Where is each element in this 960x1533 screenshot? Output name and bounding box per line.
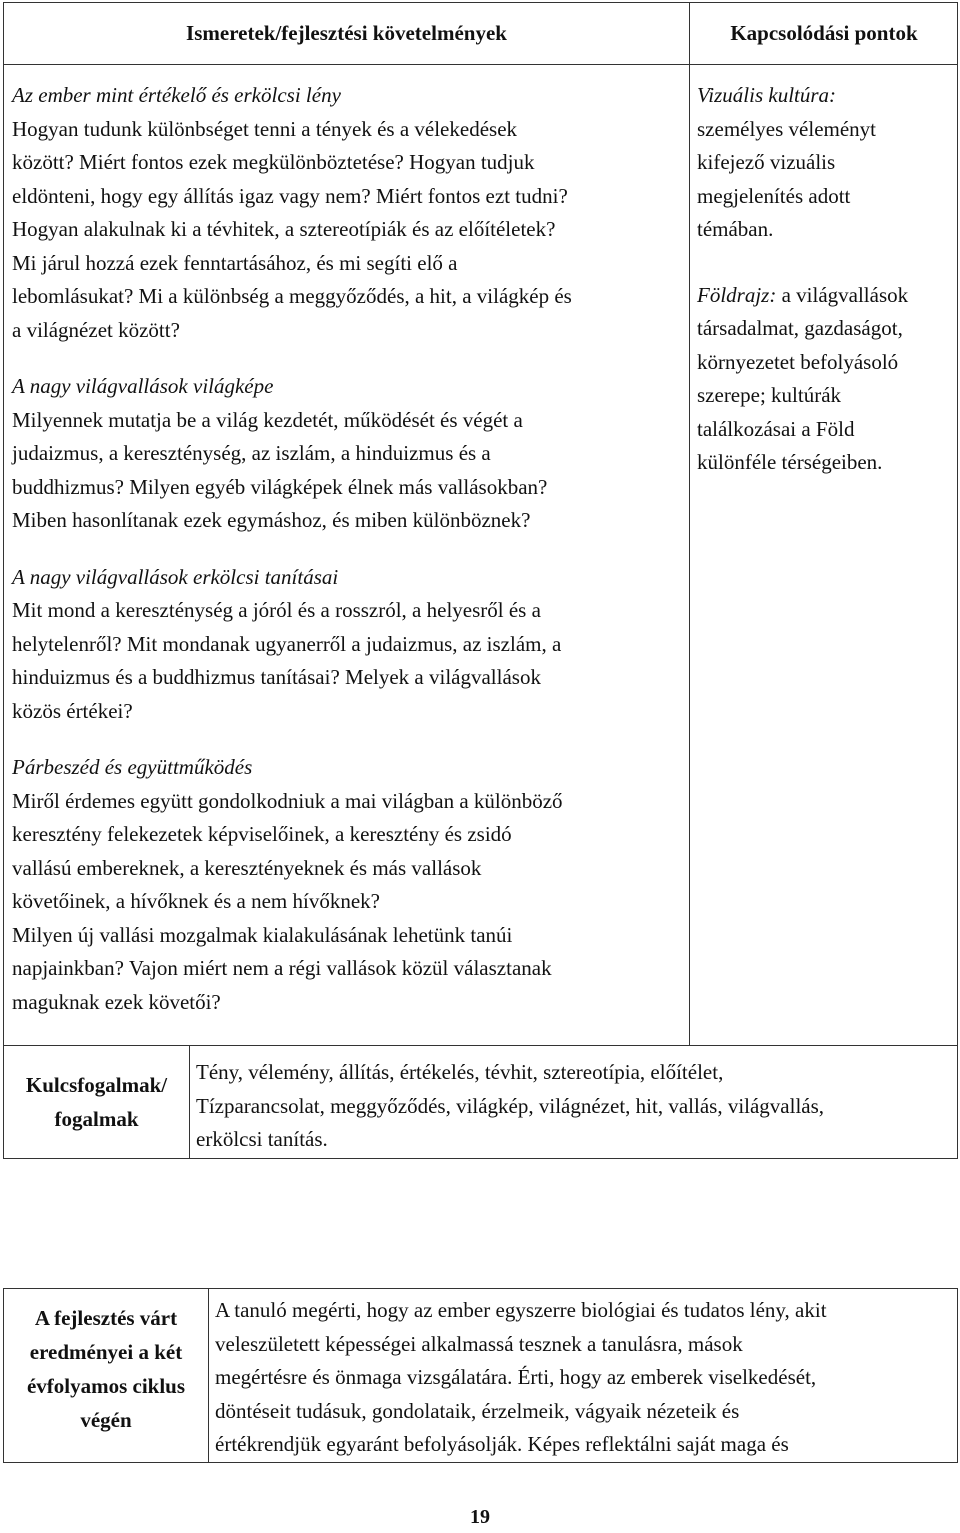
key-concepts-label (4, 1068, 189, 1136)
subject-name: Vizuális kultúra: (697, 83, 837, 107)
text-line: Hogyan alakulnak ki a tévhitek, a sztereotípiák és az előítéletek? (12, 217, 556, 241)
text-line: lebomlásukat? Mi a különbség a meggyőződés, a hit, a világkép és (12, 284, 572, 308)
header-connections: Kapcsolódási pontok (730, 21, 918, 45)
block-ember (12, 79, 684, 347)
text-line: a világnézet között? (12, 317, 180, 342)
block-title: A nagy világvallások világképe (12, 374, 274, 398)
text-line: Miről érdemes együtt gondolkodniuk a mai világban a különböző (12, 788, 563, 813)
text-line: döntéseit tudásuk, gondolataik, érzelmeik, vágyaik nézeteik és (215, 1398, 740, 1423)
connection-vizualis-kultura (697, 79, 957, 247)
block-title: Az ember mint értékelő és erkölcsi lény (12, 83, 341, 107)
text-line: A tanuló megérti, hogy az ember egyszerre biológiai és tudatos lény, akit (215, 1298, 827, 1322)
text-line: társadalmat, gazdaságot, (697, 316, 903, 340)
text-line: helytelenről? Mit mondanak ugyanerről a judaizmus, az iszlám, a (12, 631, 562, 656)
block-title: A nagy világvallások erkölcsi tanításai (12, 564, 339, 589)
text-line: értékrendjük egyaránt befolyásolják. Képes reflektálni saját maga és (215, 1432, 789, 1456)
column-divider (689, 3, 690, 1045)
text-line: eldönteni, hogy egy állítás igaz vagy nem? Miért fontos ezt tudni? (12, 183, 568, 208)
text-line: kifejező vizuális (697, 150, 836, 174)
text-line: napjainkban? Vajon miért nem a régi vallások közül választanak (12, 956, 552, 980)
text-line: veleszületett képességei alkalmassá tesznek a tanulásra, mások (215, 1331, 743, 1356)
label-line: eredményei a két (29, 1340, 183, 1364)
text-line: keresztény felekezetek képviselőinek, a keresztény és zsidó (12, 822, 512, 846)
block-erkolcsi-tanitasok (12, 561, 684, 729)
key-concepts-table (3, 1046, 958, 1159)
label-line: fogalmak (54, 1107, 139, 1131)
text-line: követőinek, a hívőknek és a nem hívőknek? (12, 889, 380, 913)
text-line: személyes véleményt (697, 116, 877, 141)
expected-results-text (215, 1294, 955, 1462)
block-title: Párbeszéd és együttműködés (12, 755, 253, 779)
text-line: Mit mond a kereszténység a jóról és a rosszról, a helyesről és a (12, 598, 541, 622)
label-line: évfolyamos ciklus (26, 1374, 186, 1398)
header-requirements: Ismeretek/fejlesztési követelmények (186, 21, 507, 45)
requirements-column (12, 79, 684, 1042)
connections-column (697, 79, 957, 512)
text-line: közös értékei? (12, 698, 133, 723)
label-line: végén (80, 1408, 132, 1432)
text-line: Milyen új vallási mozgalmak kialakulásának lehetünk tanúi (12, 922, 513, 947)
text-line: hinduizmus és a buddhizmus tanításai? Melyek a világvallások (12, 665, 541, 689)
block-vilagkep (12, 370, 684, 538)
expected-results-table (3, 1288, 958, 1463)
text-line: judaizmus, a kereszténység, az iszlám, a hinduizmus és a (12, 441, 491, 465)
text-line: Tízparancsolat, meggyőződés, világkép, világnézet, hit, vallás, világvallás, (196, 1093, 825, 1118)
column-divider (208, 1289, 209, 1462)
curriculum-table (3, 2, 958, 1046)
expected-results-label (4, 1301, 208, 1437)
text-line: Mi járul hozzá ezek fenntartásához, és mi segíti elő a (12, 250, 458, 275)
text-line: Tény, vélemény, állítás, értékelés, tévhit, sztereotípia, előítélet, (196, 1060, 724, 1084)
header-divider (4, 64, 957, 65)
column-divider (189, 1046, 190, 1158)
text-line: témában. (697, 217, 774, 241)
text-line: buddhizmus? Milyen egyéb világképek élnek más vallásokban? (12, 474, 548, 499)
label-line: Kulcsfogalmak/ (25, 1073, 168, 1097)
text-line: Miben hasonlítanak ezek egymáshoz, és miben különböznek? (12, 508, 531, 532)
text-line: között? Miért fontos ezek megkülönböztetése? Hogyan tudjuk (12, 150, 535, 174)
text-line: megértésre és önmaga vizsgálatára. Érti, hogy az emberek viselkedését, (215, 1365, 817, 1389)
text-line: megjelenítés adott (697, 183, 851, 208)
text-line: környezetet befolyásoló (697, 349, 899, 374)
text-line: Milyennek mutatja be a világ kezdetét, működését és végét a (12, 407, 523, 432)
block-parbeszed (12, 751, 684, 1019)
text-line: különféle térségeiben. (697, 450, 883, 474)
text-line: Hogyan tudunk különbséget tenni a tények és a vélekedések (12, 116, 518, 141)
connection-text: a világvallások (776, 282, 909, 307)
subject-name: Földrajz: (697, 282, 777, 307)
text-line: maguknak ezek követői? (12, 989, 221, 1014)
text-line: találkozásai a Föld (697, 416, 855, 441)
text-line: erkölcsi tanítás. (196, 1127, 328, 1151)
text-line: szerepe; kultúrák (697, 383, 842, 407)
connection-heading (697, 279, 957, 313)
key-concepts-text (196, 1056, 956, 1157)
connection-foldrajz (697, 279, 957, 480)
page-number: 19 (470, 1506, 490, 1528)
label-line: A fejlesztés várt (34, 1306, 178, 1330)
text-line: vallású embereknek, a keresztényeknek és más vallások (12, 855, 482, 880)
connection-heading (697, 79, 957, 113)
